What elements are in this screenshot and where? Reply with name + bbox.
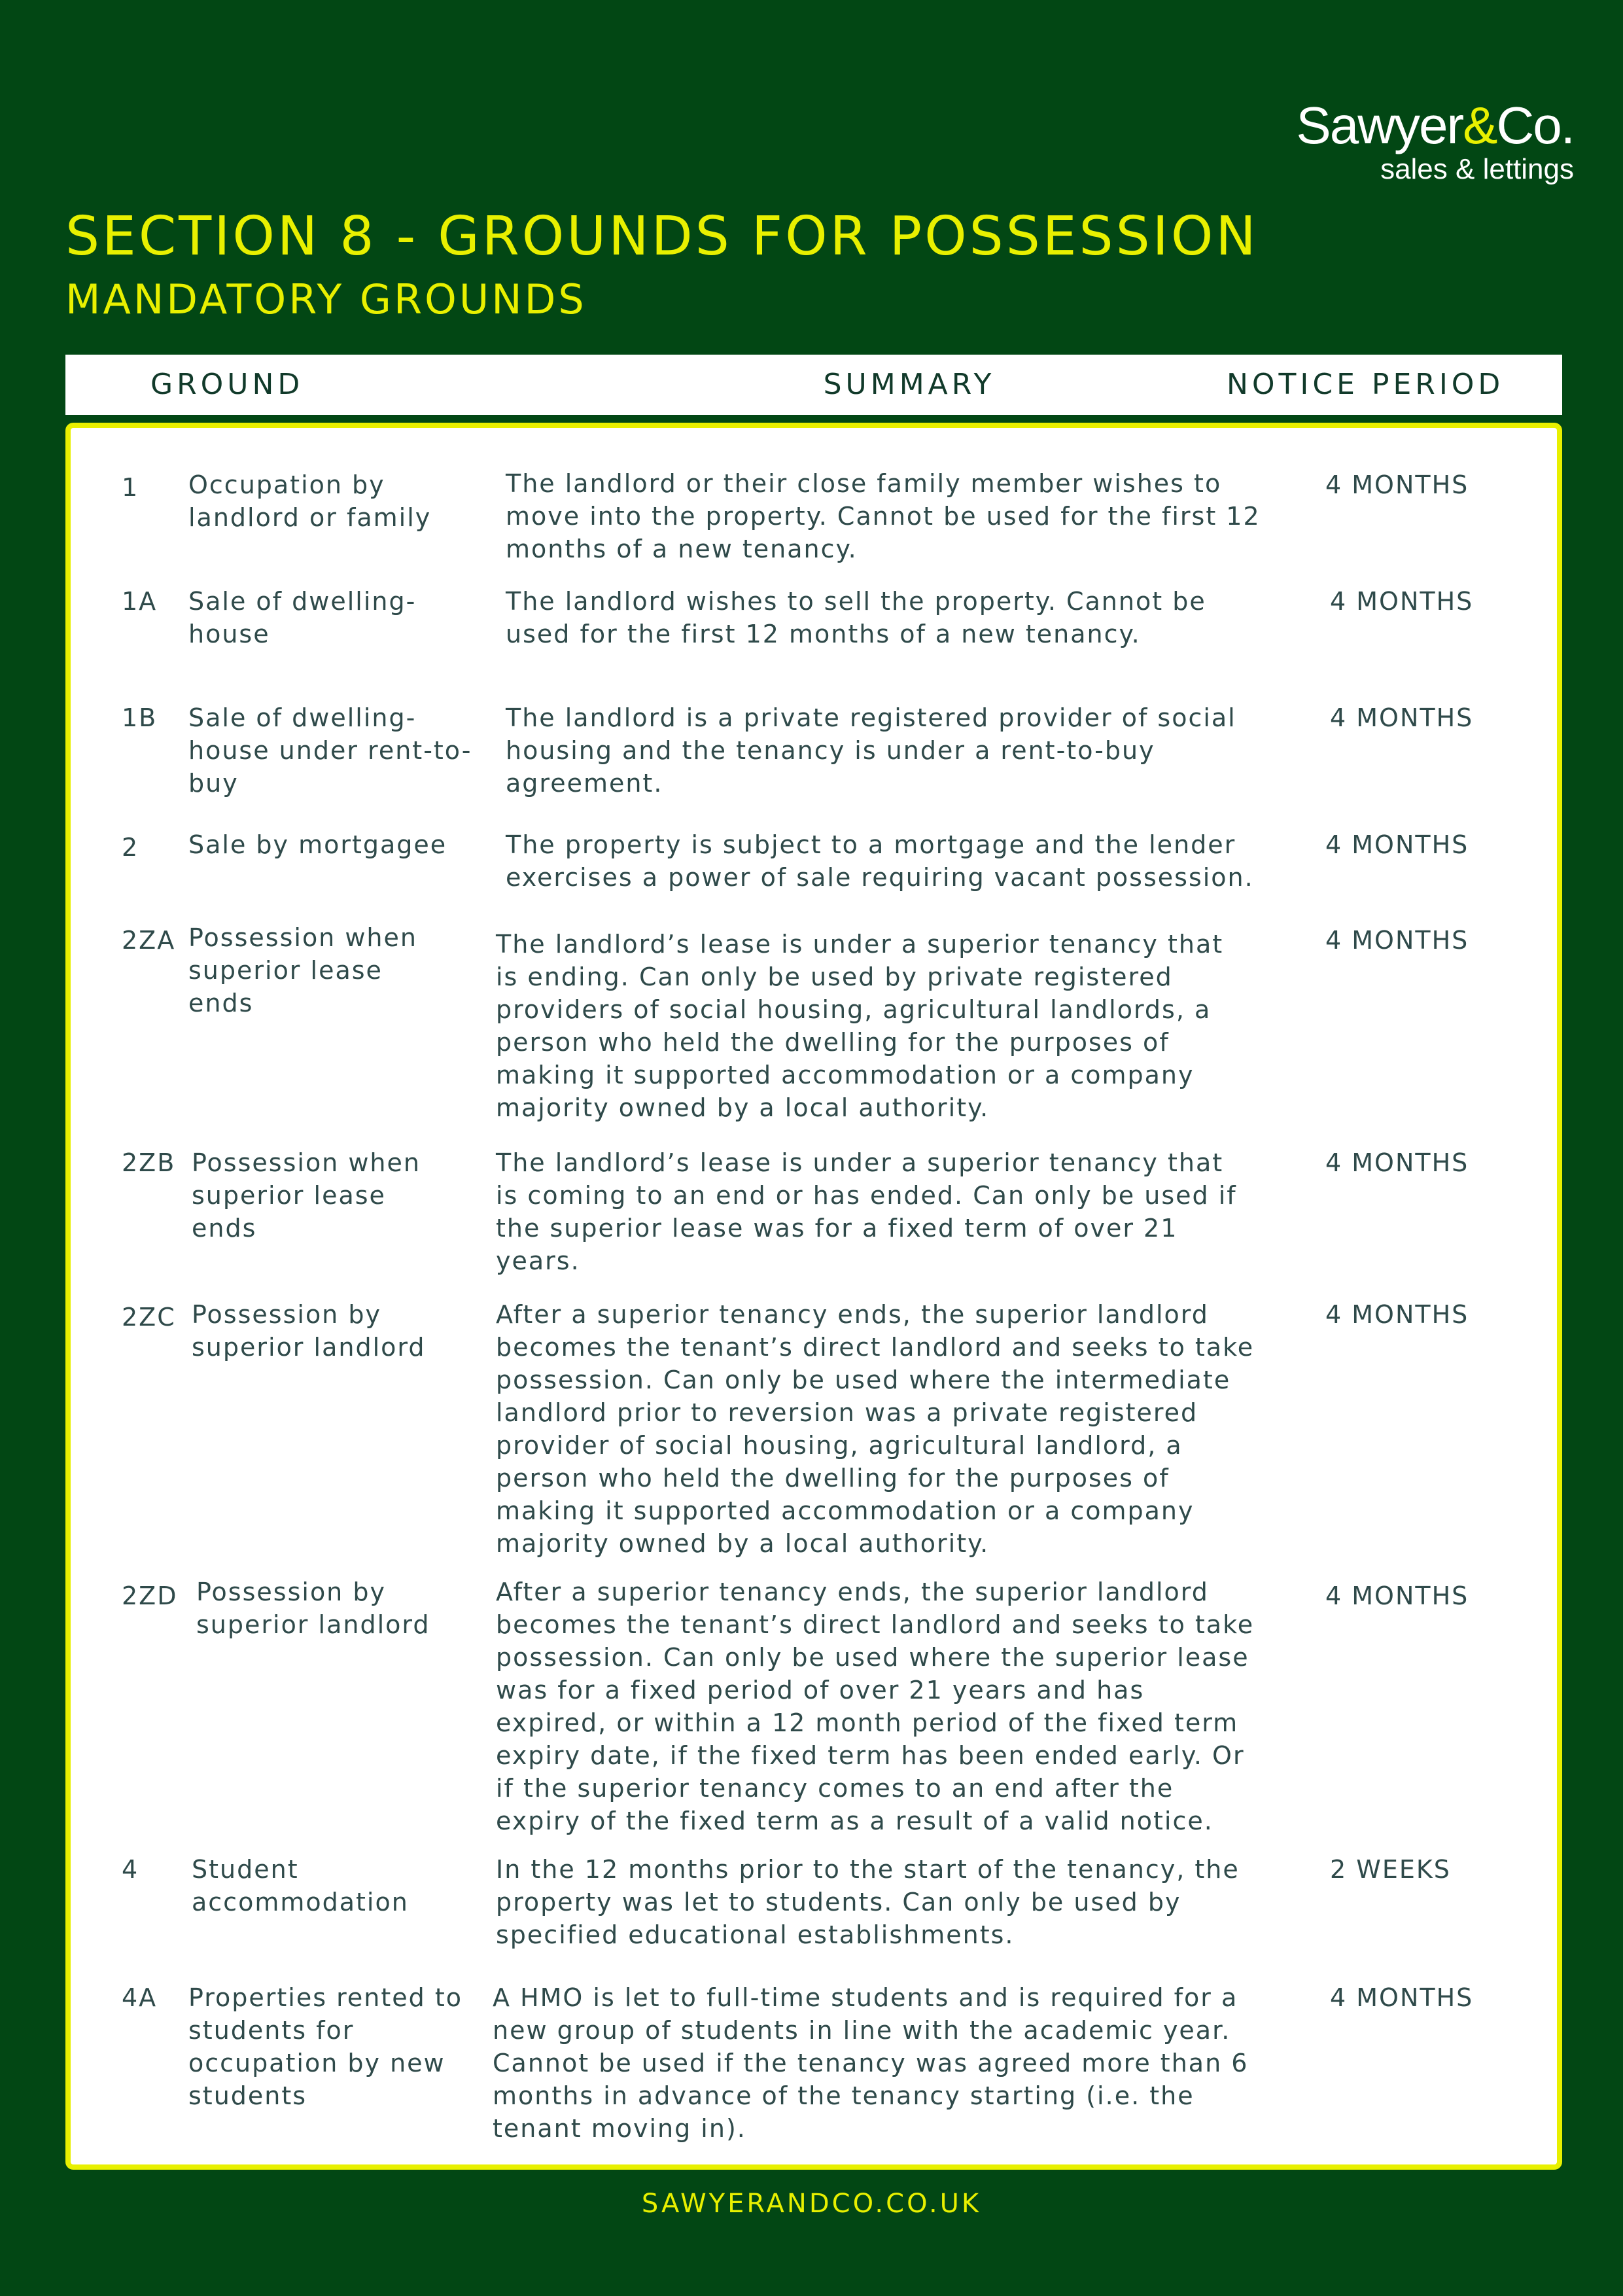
header-summary: SUMMARY [823,368,996,401]
notice-period: 4 MONTHS [1325,1581,1469,1610]
notice-period: 4 MONTHS [1325,470,1469,499]
ground-summary: The landlord’s lease is under a superior tenancy that is ending. Can only be used by private registered providers of social housing, agricultural landlords, a person who held the dwelling for the purposes of making it supported accommodation or a company majority owned by a local authority. [496,930,1224,1122]
ground-summary: The landlord is a private registered provider of social housing and the tenancy is under a rent-to-buy agreement. [506,703,1236,798]
grounds-table [65,423,1562,2170]
ground-number: 2ZC [122,1303,176,1332]
ground-number: 1B [122,703,158,732]
ground-title: Possession by superior landlord [192,1300,426,1362]
page-subtitle: MANDATORY GROUNDS [65,275,587,323]
ground-title: Possession by superior landlord [196,1578,430,1639]
ground-title: Possession when superior lease ends [188,923,417,1017]
ground-summary: After a superior tenancy ends, the superior landlord becomes the tenant’s direct landlord and seeks to take possession. Can only be used where the intermediate landlord prior to reversion was a private registered provider of social housing, agricultural landlord, a person who held the dwelling for the purposes of making it supported accommodation or a company majority owned by a local authority. [496,1300,1255,1558]
footer-website-link[interactable]: SAWYERANDCO.CO.UK [641,2189,982,2219]
brand-name: Sawyer&Co. [1296,96,1574,154]
notice-period: 4 MONTHS [1325,830,1469,859]
ground-title: Student accommodation [192,1855,409,1916]
notice-period: 4 MONTHS [1330,587,1474,616]
header-ground: GROUND [150,368,304,401]
notice-period: 4 MONTHS [1325,1300,1469,1329]
notice-period: 4 MONTHS [1330,1983,1474,2012]
brand-logo [1296,98,1574,186]
ground-title: Possession when superior lease ends [192,1148,421,1243]
ground-summary: The landlord wishes to sell the property. Cannot be used for the first 12 months of a new tenancy. [506,587,1206,648]
ground-title: Sale of dwelling-house [188,587,417,648]
notice-period: 4 MONTHS [1325,1148,1469,1177]
brand-tagline: sales & lettings [1380,153,1574,185]
ground-number: 2 [122,833,139,862]
header-notice-period: NOTICE PERIOD [1227,368,1505,401]
ground-summary: A HMO is let to full-time students and is required for a new group of students in line with the academic year. Cannot be used if the tenancy was agreed more than 6 months in advance of the tenancy starting (i.e. the tenant moving in). [493,1983,1249,2143]
notice-period: 4 MONTHS [1330,703,1474,732]
ground-summary: The property is subject to a mortgage and the lender exercises a power of sale requiring vacant possession. [506,830,1254,892]
ground-summary: In the 12 months prior to the start of the tenancy, the property was let to students. Can only be used by specified educational establishments. [496,1855,1240,1949]
ground-number: 4A [122,1983,158,2012]
ground-title: Properties rented to students for occupation by new students [188,1983,462,2110]
ground-title: Sale of dwelling-house under rent-to-buy [188,703,472,798]
brand-ampersand: & [1463,96,1497,154]
ground-summary: After a superior tenancy ends, the superior landlord becomes the tenant’s direct landlord and seeks to take possession. Can only be used where the superior lease was for a fixed period of over 21 years and has expired, or within a 12 month period of the fixed term expiry date, if the fixed term has been ended early. Or if the superior tenancy comes to an end after the expiry of the fixed term as a result of a valid notice. [496,1578,1255,1835]
ground-title: Occupation by landlord or family [188,470,432,532]
ground-number: 1 [122,473,139,502]
notice-period: 2 WEEKS [1330,1855,1451,1884]
notice-period: 4 MONTHS [1325,926,1469,955]
ground-number: 2ZA [122,926,176,955]
table-header [65,355,1562,415]
ground-number: 1A [122,587,158,616]
ground-summary: The landlord’s lease is under a superior tenancy that is coming to an end or has ended. Can only be used if the superior lease was for a fixed term of over 21 years. [496,1148,1237,1275]
ground-number: 2ZB [122,1148,176,1177]
ground-title: Sale by mortgagee [188,830,447,859]
page-title: SECTION 8 - GROUNDS FOR POSSESSION [65,205,1259,268]
ground-number: 2ZD [122,1581,178,1610]
ground-number: 4 [122,1855,139,1884]
ground-summary: The landlord or their close family member wishes to move into the property. Cannot be used for the first 12 months of a new tenancy. [506,469,1261,563]
